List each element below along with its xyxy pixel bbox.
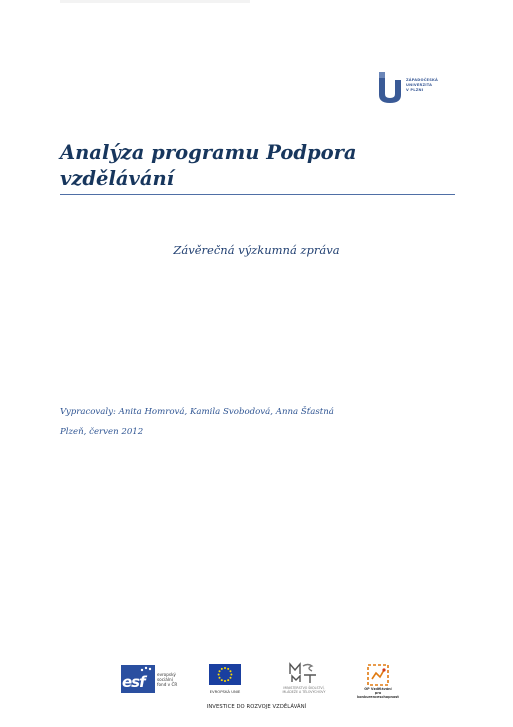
esf-caption-line: evropský <box>157 672 176 677</box>
document-title <box>60 140 460 192</box>
eu-logo <box>208 664 242 696</box>
document-subtitle: Závěrečná výzkumná zpráva <box>173 243 340 257</box>
title-line-1: Analýza programu Podpora <box>60 141 357 164</box>
university-name-line: V PLZNI <box>406 88 424 92</box>
eu-caption: EVROPSKÁ UNIE <box>209 689 241 694</box>
msmt-caption-line: MINISTERSTVO ŠKOLSTVÍ, <box>283 686 325 690</box>
opvk-caption <box>355 687 401 700</box>
footer-logos <box>0 660 513 700</box>
msmt-logo <box>272 662 336 696</box>
university-name <box>406 78 438 93</box>
opvk-caption-line: pro konkurenceschopnost <box>357 691 399 700</box>
investment-slogan: INVESTICE DO ROZVOJE VZDĚLÁVÁNÍ <box>206 704 307 710</box>
title-divider <box>60 194 455 195</box>
esf-logo <box>121 665 183 695</box>
place-date-line: Plzeň, červen 2012 <box>60 427 144 437</box>
opvk-mark-icon <box>366 663 390 687</box>
university-logo <box>376 70 454 110</box>
university-name-line: ZÁPADOČESKÁ <box>406 78 438 82</box>
esf-caption-line: fond v ČR <box>157 682 178 688</box>
msmt-caption-line: MLÁDEŽE A TĚLOVÝCHOVY <box>282 690 326 694</box>
esf-caption <box>157 672 177 688</box>
msmt-caption <box>272 686 336 694</box>
title-line-2: vzdělávání <box>60 167 175 190</box>
esf-stars-icon <box>139 666 155 674</box>
university-name-line: UNIVERZITA <box>406 83 433 87</box>
opvk-logo <box>355 663 401 700</box>
authors-line: Vypracovaly: Anita Homrová, Kamila Svobodová, Anna Šťastná <box>60 407 334 417</box>
eu-flag-icon <box>209 664 241 685</box>
top-edge-strip <box>60 0 250 3</box>
msmt-mark-icon <box>288 662 318 684</box>
esf-letters: esf <box>122 673 145 691</box>
university-mark-icon <box>376 70 404 104</box>
opvk-caption-line: OP Vzdělávání <box>364 687 392 691</box>
esf-caption-line: sociální <box>157 677 173 683</box>
